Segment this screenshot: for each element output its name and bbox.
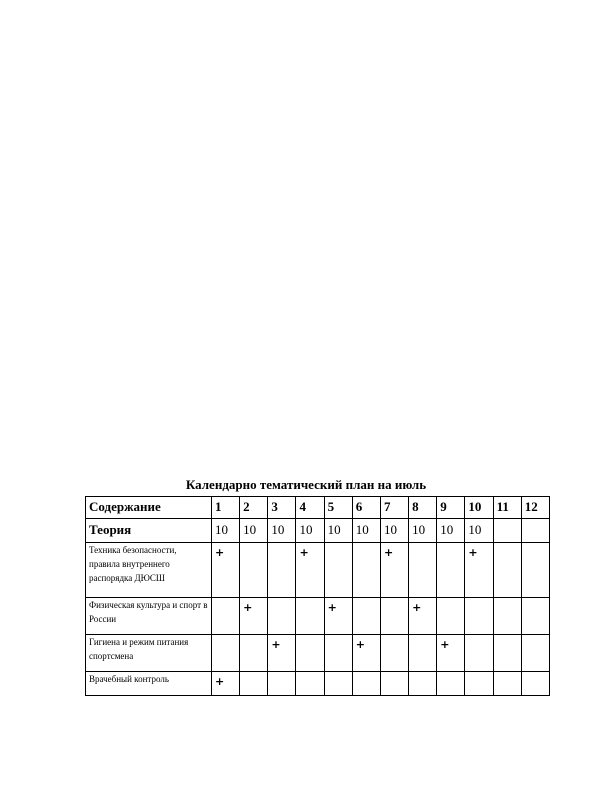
plus-mark: + [383,546,394,559]
theory-hours-cell: 10 [240,519,268,543]
mark-cell [380,635,408,672]
table-row [86,598,550,635]
mark-cell [352,635,380,672]
theory-hours-cell: 10 [437,519,465,543]
mark-cell [352,672,380,696]
mark-cell [240,635,268,672]
header-day-cell: 10 [465,497,493,519]
mark-cell [409,672,437,696]
theory-hours-cell: 10 [296,519,324,543]
topic-label-cell: Физическая культура и спорт в России [86,598,212,635]
topic-label-cell: Гигиена и режим питания спортсмена [86,635,212,672]
theory-hours-cell: 10 [268,519,296,543]
mark-cell [380,672,408,696]
mark-cell [212,543,240,598]
table-header-row [86,497,550,519]
mark-cell [296,543,324,598]
mark-cell [296,635,324,672]
plus-mark: + [440,638,450,651]
header-day-cell: 9 [437,497,465,519]
mark-cell [212,635,240,672]
mark-cell [324,672,352,696]
theory-hours-cell: 10 [465,519,493,543]
mark-cell [437,635,465,672]
plus-mark: + [355,638,365,651]
plus-mark: + [243,601,253,614]
mark-cell [352,598,380,635]
mark-cell [296,672,324,696]
mark-cell [521,672,549,696]
header-day-cell: 12 [521,497,549,519]
header-day-cell: 1 [212,497,240,519]
mark-cell [493,635,521,672]
mark-cell [212,672,240,696]
table-row [86,635,550,672]
topic-label-cell: Техника безопасности, правила внутреннего распорядка ДЮСШ [86,543,212,598]
header-day-cell: 4 [296,497,324,519]
header-content-cell: Содержание [86,497,212,519]
plus-mark: + [412,601,422,614]
plus-mark: + [468,546,478,559]
theory-label-cell: Теория [86,519,212,543]
theory-hours-cell: 10 [352,519,380,543]
mark-cell [324,543,352,598]
mark-cell [465,598,493,635]
header-day-cell: 8 [409,497,437,519]
theory-hours-cell: 10 [212,519,240,543]
header-day-cell: 11 [493,497,521,519]
mark-cell [324,598,352,635]
mark-cell [437,598,465,635]
theory-hours-cell: 10 [324,519,352,543]
plus-mark: + [271,638,281,651]
header-day-cell: 3 [268,497,296,519]
header-day-cell: 2 [240,497,268,519]
theory-hours-cell [493,519,521,543]
header-day-cell: 5 [324,497,352,519]
mark-cell [352,543,380,598]
mark-cell [268,672,296,696]
mark-cell [465,543,493,598]
mark-cell [268,598,296,635]
mark-cell [437,672,465,696]
mark-cell [324,635,352,672]
mark-cell [268,543,296,598]
table-row [86,672,550,696]
plus-mark: + [327,601,337,614]
mark-cell [240,543,268,598]
mark-cell [521,543,549,598]
mark-cell [268,635,296,672]
theory-hours-cell: 10 [380,519,408,543]
mark-cell [493,672,521,696]
plan-title: Календарно тематический план на июль [185,477,427,492]
topic-label-cell: Врачебный контроль [86,672,212,696]
calendar-plan-table [85,496,550,696]
mark-cell [493,543,521,598]
theory-hours-cell [521,519,549,543]
mark-cell [465,635,493,672]
mark-cell [521,635,549,672]
mark-cell [437,543,465,598]
mark-cell [465,672,493,696]
plus-mark: + [215,546,225,559]
mark-cell [409,635,437,672]
mark-cell [296,598,324,635]
theory-hours-cell: 10 [409,519,437,543]
plus-mark: + [215,675,225,688]
mark-cell [240,672,268,696]
table-row [86,543,550,598]
header-day-cell: 7 [380,497,408,519]
mark-cell [240,598,268,635]
plus-mark: + [299,546,309,559]
mark-cell [380,598,408,635]
mark-cell [409,543,437,598]
header-day-cell: 6 [352,497,380,519]
mark-cell [380,543,408,598]
mark-cell [212,598,240,635]
mark-cell [521,598,549,635]
mark-cell [409,598,437,635]
mark-cell [493,598,521,635]
theory-row [86,519,550,543]
